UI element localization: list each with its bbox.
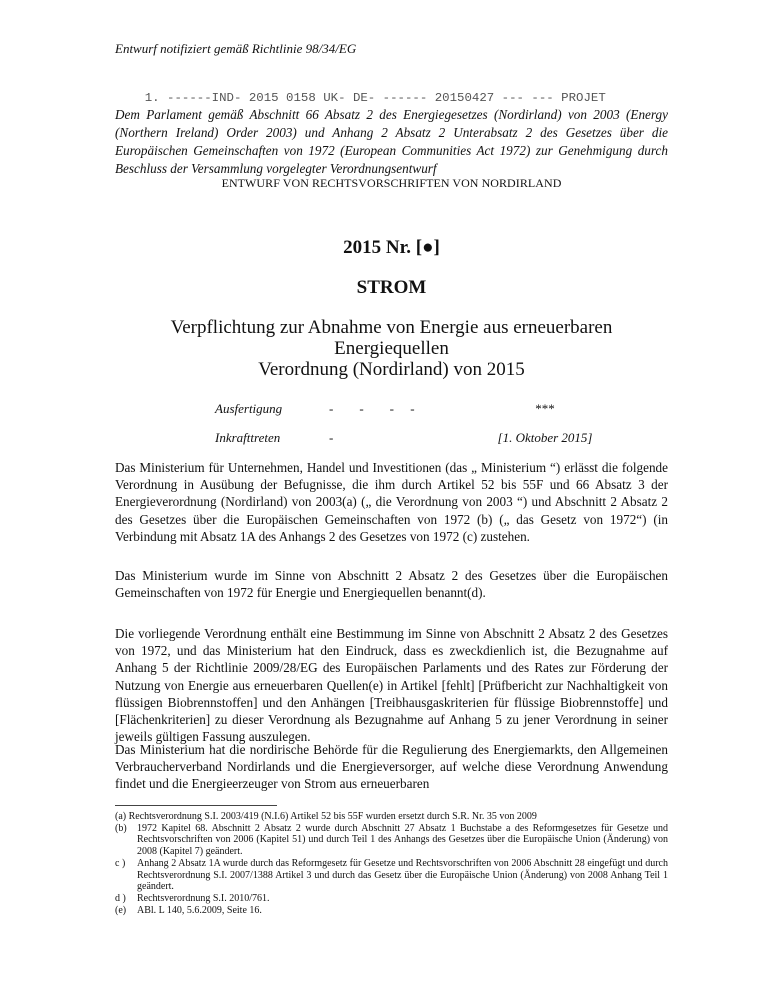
footnote-text: 1972 Kapitel 68. Abschnitt 2 Absatz 2 wurde durch Abschnitt 27 Absatz 1 Buchstabe a des Reformgesetzes für Gesetze und Rechtsvorschriften von 2006 (Kapitel 51) und durch Teil 1 des Anhangs des Gesetzes über die Europäische Union (Änderung) von 2008 (Kapitel 7) geändert.	[137, 822, 668, 858]
footnote-divider	[115, 805, 277, 806]
title-line: Verpflichtung zur Abnahme von Energie aus erneuerbaren	[170, 317, 613, 338]
document-title	[115, 317, 668, 380]
paragraph: Das Ministerium für Unternehmen, Handel und Investitionen (das „ Ministerium “) erlässt die folgende Verordnung in Ausübung der Befugnisse, die ihm durch Artikel 52 bis 55F und 66 Absatz 3 der Energieverordnung (Nordirland) von 2003(a) („ die Verordnung von 2003 “) und Abschnitt 2 Absatz 2 des Gesetzes über die Europäischen Gemeinschaften von 1972 (b) („ das Gesetz von 1972“) (in Verbindung mit Absatz 1A des Anhangs 2 des Gesetzes von 1972 (c) zustehen.	[115, 460, 668, 544]
date-value: [1. Oktober 2015]	[497, 430, 593, 445]
paragraph: Das Ministerium hat die nordirische Behörde für die Regulierung des Energiemarkts, den Allgemeinen Verbraucherverband Nordirlands und die Energieversorger, auf welche diese Verordnung Anwendung findet und die Energieerzeuger von Strom aus erneuerbaren	[115, 742, 668, 792]
caps-heading: ENTWURF VON RECHTSVORSCHRIFTEN VON NORDIRLAND	[221, 176, 562, 190]
footnote-mark: d )	[115, 892, 126, 904]
footnotes	[115, 811, 668, 916]
reference-line: 1. ------IND- 2015 0158 UK- DE- ------ 20150427 --- --- PROJET	[115, 91, 606, 105]
title-line: Energiequellen	[334, 338, 449, 359]
intro-statement: Dem Parlament gemäß Abschnitt 66 Absatz 2 des Energiegesetzes (Nordirland) von 2003 (Energy (Northern Ireland) Order 2003) und Anhang 2 Absatz 2 Unterabsatz 2 des Gesetzes über die Europäischen Gemeinschaften von 1972 (European Communities Act 1972) zur Genehmigung durch Beschluss der Versammlung vorgelegter Verordnungsentwurf	[115, 107, 668, 176]
footnote-text: Rechtsverordnung S.I. 2010/761.	[137, 892, 270, 904]
footnote-mark: (b)	[115, 822, 127, 834]
footnote	[115, 893, 668, 905]
footnote-text: Anhang 2 Absatz 1A wurde durch das Reformgesetz für Gesetze und Rechtsvorschriften von 2006 Abschnitt 28 eingefügt und durch Rechtsverordnung S.I. 2007/1388 Artikel 3 und durch das Gesetz über die Europäische Union (Änderung) von 2008 Anhang Teil 1 geändert.	[137, 857, 668, 893]
footnote	[115, 811, 668, 823]
date-value: ***	[535, 401, 555, 416]
paragraph: Die vorliegende Verordnung enthält eine Bestimmung im Sinne von Abschnitt 2 Absatz 2 des Gesetzes von 1972, und das Ministerium hat den Eindruck, dass es zweckdienlich ist, die Bezugnahme auf Anhang 5 der Richtlinie 2009/28/EG des Europäischen Parlaments und des Rates zur Förderung der Nutzung von Energie aus erneuerbaren Quellen(e) in Artikel [fehlt] [Prüfbericht zur Nachhaltigkeit von flüssigen Biobrennstoffen] und den Anhängen [Treibhausgaskriterien für flüssige Biobrennstoffe] und [Flächenkriterien] zu dieser Verordnung als Bezugnahme auf Anhang 5 zu jener Verordnung in seiner jeweils gültigen Fassung auszulegen.	[115, 626, 668, 745]
footnote	[115, 858, 668, 893]
footnote-mark: c )	[115, 857, 126, 869]
date-dashes: - - - -	[329, 401, 415, 416]
title-line: Verordnung (Nordirland) von 2015	[258, 359, 525, 380]
footnote-mark: (e)	[115, 904, 127, 916]
date-label: Ausfertigung	[215, 401, 283, 416]
footnote	[115, 823, 668, 858]
footnote-text: ABl. L 140, 5.6.2009, Seite 16.	[137, 904, 262, 916]
date-dashes: -	[329, 430, 334, 445]
paragraph: Das Ministerium wurde im Sinne von Abschnitt 2 Absatz 2 des Gesetzes über die Europäischen Gemeinschaften von 1972 für Energie und Energiequellen benannt(d).	[115, 568, 668, 601]
notification-header: Entwurf notifiziert gemäß Richtlinie 98/34/EG	[115, 41, 357, 56]
footnote	[115, 905, 668, 917]
document-number: 2015 Nr. [●]	[343, 237, 440, 258]
document-subject: STROM	[356, 277, 427, 298]
footnote-text: Rechtsverordnung S.I. 2003/419 (N.I.6) Artikel 52 bis 55F wurden ersetzt durch S.R. Nr. 35 von 2009	[128, 811, 537, 822]
footnote-mark: (a)	[115, 811, 127, 822]
date-label: Inkrafttreten	[215, 430, 281, 445]
